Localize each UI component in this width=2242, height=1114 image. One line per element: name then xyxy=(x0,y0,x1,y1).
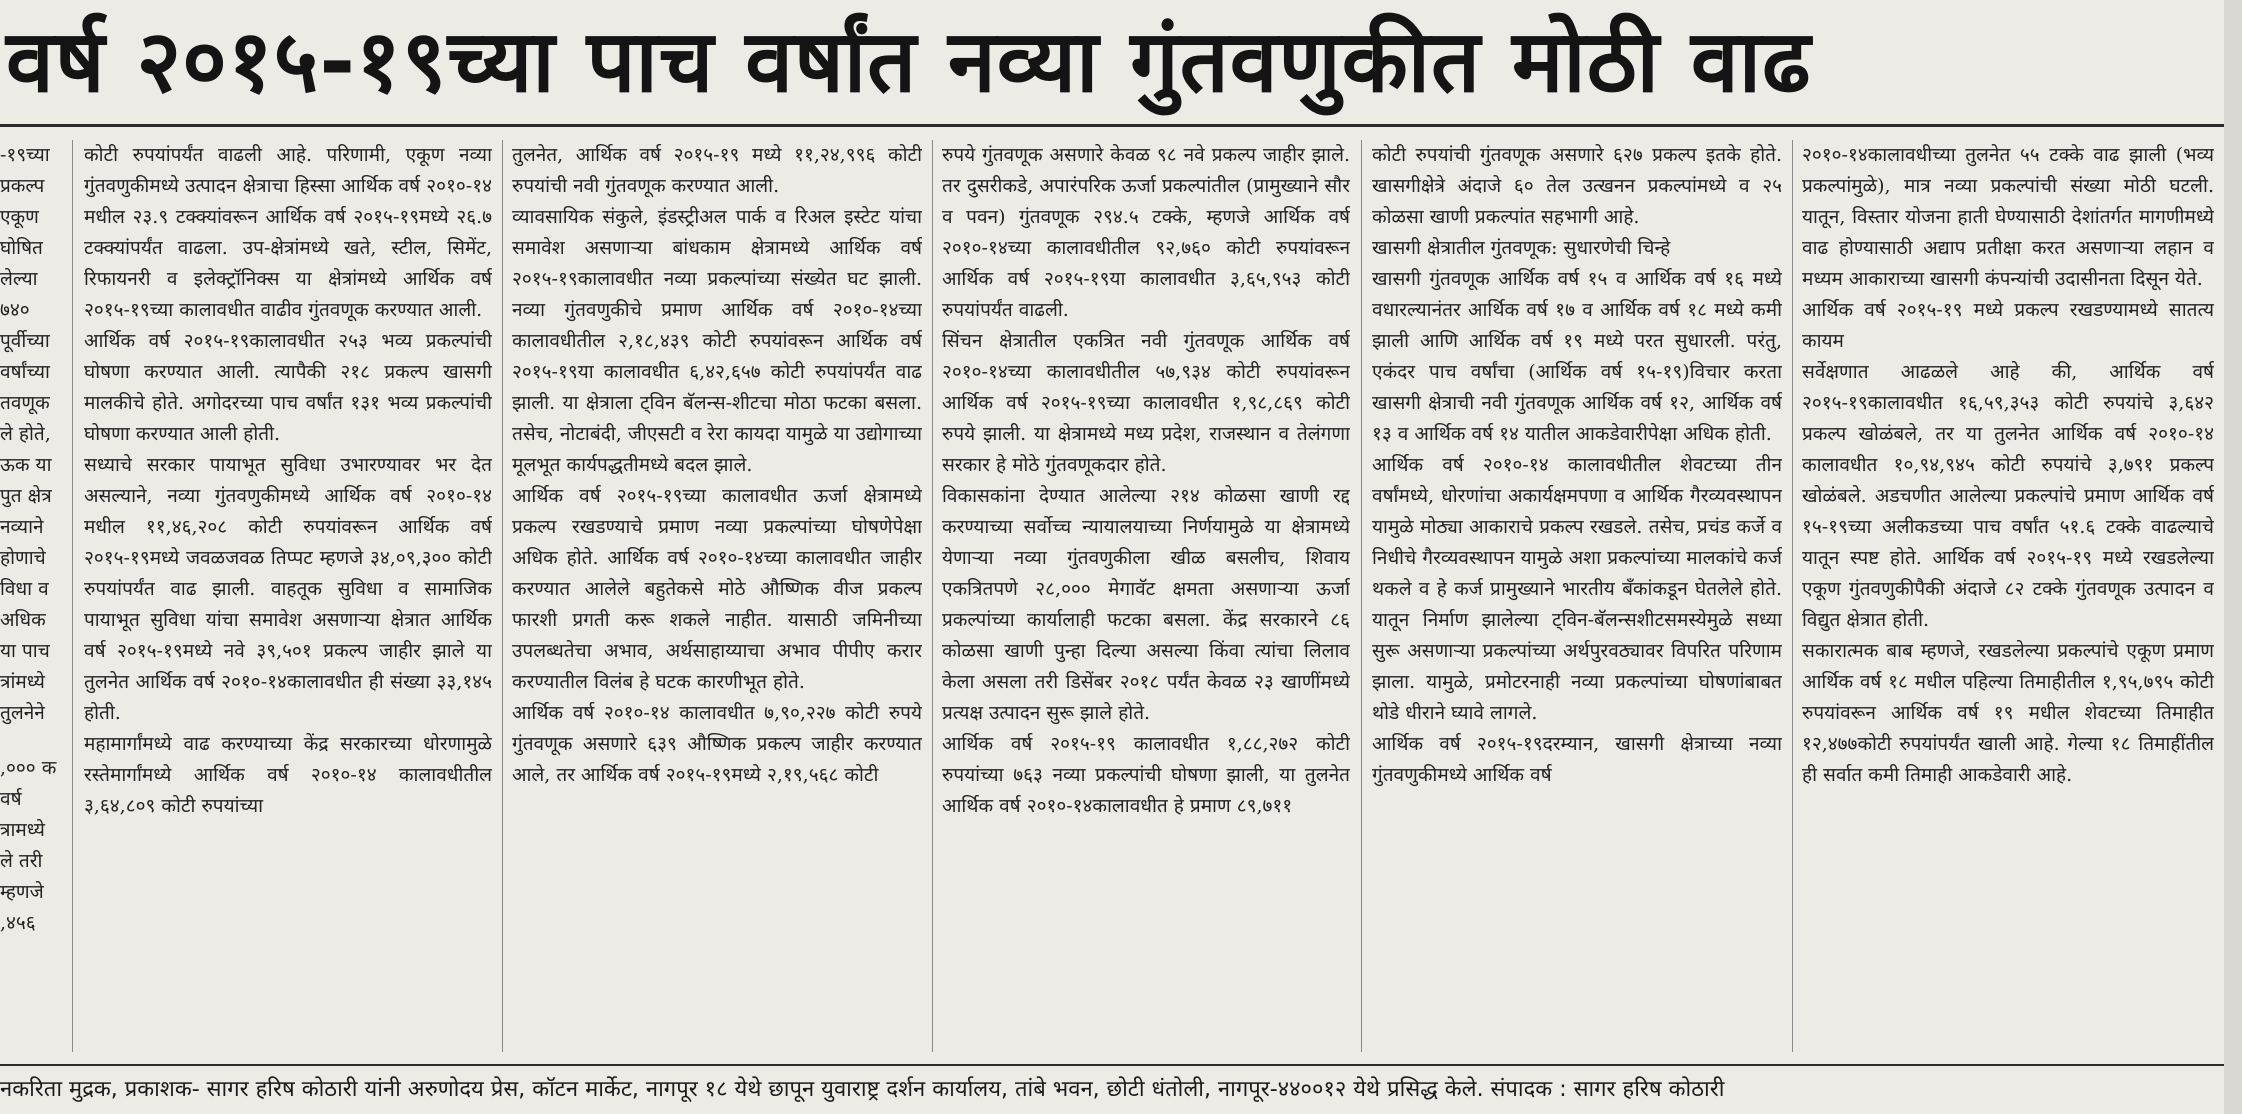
column-3-para-2: विकासकांना देण्यात आलेल्या २१४ कोळसा खाणी रद्द करण्याच्या सर्वोच्च न्यायालयाच्या निर्णयामुळे या क्षेत्रामध्ये येणाऱ्या नव्या गुंतवणुकीला खीळ बसलीच, शिवाय एकत्रितपणे २८,००० मेगावॅट क्षमता असणाऱ्या ऊर्जा प्रकल्पांच्या कार्यालाही फटका बसला. केंद्र सरकारने ८६ कोळसा खाणी पुन्हा दिल्या असल्या किंवा त्यांचा लिलाव केला असला तरी डिसेंबर २०१८ पर्यंत केवळ २३ खाणींमध्ये प्रत्यक्ष उत्पादन सुरू झाले होते. xyxy=(942,485,1350,724)
column-1-para-0: कोटी रुपयांपर्यंत वाढली आहे. परिणामी, एकूण नव्या गुंतवणुकीमध्ये उत्पादन क्षेत्राचा हिस्सा आर्थिक वर्ष २०१०-१४ मधील २३.९ टक्क्यांवरून आर्थिक वर्ष २०१५-१९मध्ये २६.७ टक्क्यांपर्यंत वाढला. उप-क्षेत्रांमध्ये खते, स्टील, सिमेंट, रिफायनरी व इलेक्ट्रॉनिक्स या क्षेत्रांमध्ये आर्थिक वर्ष २०१५-१९च्या कालावधीत वाढीव गुंतवणूक करण्यात आली. xyxy=(84,144,492,321)
column-divider xyxy=(1792,140,1793,1052)
column-5-para-0: २०१०-१४कालावधीच्या तुलनेत ५५ टक्के वाढ झाली (भव्य प्रकल्पांमुळे), मात्र नव्या प्रकल्पांची संख्या मोठी घटली. यातून, विस्तार योजना हाती घेण्यासाठी देशांतर्गत मागणीमध्ये वाढ होण्यासाठी अद्याप प्रतीक्षा करत असणाऱ्या लहान व मध्यम आकाराच्या खासगी कंपन्यांची उदासीनता दिसून येते. xyxy=(1802,144,2214,290)
column-divider xyxy=(502,140,503,1052)
column-5-para-3: सकारात्मक बाब म्हणजे, रखडलेल्या प्रकल्पांचे एकूण प्रमाण आर्थिक वर्ष १८ मधील पहिल्या तिमाहीतील १,९५,७९५ कोटी रुपयांवरून आर्थिक वर्ष १९ मधील शेवटच्या तिमाहीत १२,४७७कोटी रुपयांपर्यंत खाली आहे. गेल्या १८ तिमाहींतील ही सर्वात कमी तिमाही आकडेवारी आहे. xyxy=(1802,640,2214,786)
column-0-para-0: -१९च्या प्रकल्प एकूण घोषित लेल्या ७४० पूर्वीच्या वर्षांच्या तवणूक ले होते, ऊक या पुत क्षेत्र नव्याने होणाचे विधा व अधिक या पाच त्रांमध्ये तुलनेने xyxy=(0,144,52,724)
column-2-para-3: आर्थिक वर्ष २०१०-१४ कालावधीत ७,९०,२२७ कोटी रुपये गुंतवणूक असणारे ६३९ औष्णिक प्रकल्प जाहीर करण्यात आले, तर आर्थिक वर्ष २०१५-१९मध्ये २,१९,५६८ कोटी xyxy=(512,702,922,786)
article-column-0 xyxy=(0,140,62,1052)
column-1-para-3: महामार्गांमध्ये वाढ करण्याच्या केंद्र सरकारच्या धोरणामुळे रस्तेमार्गांमध्ये आर्थिक वर्ष २०१०-१४ कालावधीतील ३,६४,८०९ कोटी रुपयांच्या xyxy=(84,733,492,817)
page-headline: वर्ष २०१५-१९च्या पाच वर्षांत नव्या गुंतवणुकीत मोठी वाढ xyxy=(6,12,1812,112)
column-divider xyxy=(1361,140,1362,1052)
column-4-para-2: खासगी गुंतवणूक आर्थिक वर्ष १५ व आर्थिक वर्ष १६ मध्ये वधारल्यानंतर आर्थिक वर्ष १७ व आर्थिक वर्ष १८ मध्ये कमी झाली आणि आर्थिक वर्ष १९ मध्ये परत सुधारली. परंतु, एकंदर पाच वर्षांचा (आर्थिक वर्ष १५-१९)विचार करता खासगी क्षेत्राची नवी गुंतवणूक आर्थिक वर्ष १२, आर्थिक वर्ष १३ व आर्थिक वर्ष १४ यातील आकडेवारीपेक्षा अधिक होती. xyxy=(1372,268,1782,445)
column-2-para-1: व्यावसायिक संकुले, इंडस्ट्रीअल पार्क व रिअल इस्टेट यांचा समावेश असणाऱ्या बांधकाम क्षेत्रामध्ये आर्थिक वर्ष २०१५-१९कालावधीत नव्या प्रकल्पांच्या संख्येत घट झाली. नव्या गुंतवणुकीचे प्रमाण आर्थिक वर्ष २०१०-१४च्या कालावधीतील २,१८,४३९ कोटी रुपयांवरून आर्थिक वर्ष २०१५-१९या कालावधीत ६,४२,६५७ कोटी रुपयांपर्यंत वाढ झाली. या क्षेत्राला ट्विन बॅलन्स-शीटचा मोठा फटका बसला. तसेच, नोटाबंदी, जीएसटी व रेरा कायदा यामुळे या उद्योगाच्या मूलभूत कार्यपद्धतीमध्ये बदल झाले. xyxy=(512,206,922,476)
column-divider xyxy=(932,140,933,1052)
column-3-para-3: आर्थिक वर्ष २०१५-१९ कालावधीत १,८८,२७२ कोटी रुपयांच्या ७६३ नव्या प्रकल्पांची घोषणा झाली, या तुलनेत आर्थिक वर्ष २०१०-१४कालावधीत हे प्रमाण ८९,७११ xyxy=(942,733,1350,817)
column-0-para-1: ,००० क वर्ष त्रामध्ये ले तरी म्हणजे ,४५६ xyxy=(0,757,57,934)
column-4-para-0: कोटी रुपयांची गुंतवणूक असणारे ६२७ प्रकल्प इतके होते. खासगीक्षेत्रे अंदाजे ६० तेल उत्खनन प्रकल्पांमध्ये व २५ कोळसा खाणी प्रकल्पांत सहभागी आहे. xyxy=(1372,144,1782,228)
column-5-para-2: सर्वेक्षणात आढळले आहे की, आर्थिक वर्ष २०१५-१९कालावधीत १६,५९,३५३ कोटी रुपयांचे ३,६४२ प्रकल्प खोळंबले, तर या तुलनेत आर्थिक वर्ष २०१०-१४ कालावधीत १०,९४,९४५ कोटी रुपयांचे ३,७९१ प्रकल्प खोळंबले. अडचणीत आलेल्या प्रकल्पांचे प्रमाण आर्थिक वर्ष १५-१९च्या अलीकडच्या पाच वर्षांत ५१.६ टक्के वाढल्याचे यातून स्पष्ट होते. आर्थिक वर्ष २०१५-१९ मध्ये रखडलेल्या एकूण गुंतवणुकीपैकी अंदाजे ८२ टक्के गुंतवणूक उत्पादन व विद्युत क्षेत्रात होती. xyxy=(1802,361,2214,631)
column-3-para-1: सिंचन क्षेत्रातील एकत्रित नवी गुंतवणूक आर्थिक वर्ष २०१०-१४च्या कालावधीतील ५७,९३४ कोटी रुपयांवरून आर्थिक वर्ष २०१५-१९च्या कालावधीत १,९८,८६९ कोटी रुपये झाली. या क्षेत्रामध्ये मध्य प्रदेश, राजस्थान व तेलंगणा सरकार हे मोठे गुंतवणूकदार होते. xyxy=(942,330,1350,476)
article-column-3 xyxy=(942,140,1350,1052)
column-1-para-2: सध्याचे सरकार पायाभूत सुविधा उभारण्यावर भर देत असल्याने, नव्या गुंतवणुकीमध्ये आर्थिक वर्ष २०१०-१४ मधील ११,४६,२०८ कोटी रुपयांवरून आर्थिक वर्ष २०१५-१९मध्ये जवळजवळ तिप्पट म्हणजे ३४,०९,३०० कोटी रुपयांपर्यंत वाढ झाली. वाहतूक सुविधा व सामाजिक पायाभूत सुविधा यांचा समावेश असणाऱ्या क्षेत्रात आर्थिक वर्ष २०१५-१९मध्ये नवे ३९,५०१ प्रकल्प जाहीर झाले या तुलनेत आर्थिक वर्ष २०१०-१४कालावधीत ही संख्या ३३,१४५ होती. xyxy=(84,454,492,724)
page-edge xyxy=(2224,0,2242,1114)
article-column-2 xyxy=(512,140,922,1052)
column-4-para-3: आर्थिक वर्ष २०१०-१४ कालावधीतील शेवटच्या तीन वर्षांमध्ये, धोरणांचा अकार्यक्षमपणा व आर्थिक गैरव्यवस्थापन यामुळे मोठ्या आकाराचे प्रकल्प रखडले. तसेच, प्रचंड कर्जे व निधीचे गैरव्यवस्थापन यामुळे अशा प्रकल्पांच्या मालकांचे कर्ज थकले व हे कर्ज प्रामुख्याने भारतीय बँकांकडून घेतलेले होते. यातून निर्माण झालेल्या ट्विन-बॅलन्सशीटसमस्येमुळे सध्या सुरू असणाऱ्या प्रकल्पांच्या अर्थपुरवठ्यावर विपरित परिणाम झाला. यामुळे, प्रमोटरनाही नव्या प्रकल्पांच्या घोषणांबाबत थोडे धीराने घ्यावे लागले. xyxy=(1372,454,1782,724)
imprint-line: नकरिता मुद्रक, प्रकाशक- सागर हरिष कोठारी यांनी अरुणोदय प्रेस, कॉटन मार्केट, नागपूर १८ येथे छापून युवाराष्ट्र दर्शन कार्यालय, तांबे भवन, छोटी धंतोली, नागपूर-४४००१२ येथे प्रसिद्ध केले. संपादक : सागर हरिष कोठारी xyxy=(0,1077,1725,1102)
column-2-para-2: आर्थिक वर्ष २०१५-१९च्या कालावधीत ऊर्जा क्षेत्रामध्ये प्रकल्प रखडण्याचे प्रमाण नव्या प्रकल्पांच्या घोषणेपेक्षा अधिक होते. आर्थिक वर्ष २०१०-१४च्या कालावधीत जाहीर करण्यात आलेले बहुतेकसे मोठे औष्णिक वीज प्रकल्प फारशी प्रगती करू शकले नाहीत. यासाठी जमिनीच्या उपलब्धतेचा अभाव, अर्थसाहाय्याचा अभाव पीपीए करार करण्यातील विलंब हे घटक कारणीभूत होते. xyxy=(512,485,922,693)
article-column-1 xyxy=(84,140,492,1052)
article-column-4 xyxy=(1372,140,1782,1052)
column-5-subheading: आर्थिक वर्ष २०१५-१९ मध्ये प्रकल्प रखडण्यामध्ये सातत्य कायम xyxy=(1802,299,2214,352)
column-4-para-4: आर्थिक वर्ष २०१५-१९दरम्यान, खासगी क्षेत्राच्या नव्या गुंतवणुकीमध्ये आर्थिक वर्ष xyxy=(1372,733,1782,786)
column-divider xyxy=(72,140,73,1052)
column-3-para-0: रुपये गुंतवणूक असणारे केवळ ९८ नवे प्रकल्प जाहीर झाले. तर दुसरीकडे, अपारंपरिक ऊर्जा प्रकल्पांतील (प्रामुख्याने सौर व पवन) गुंतवणूक २९४.५ टक्के, म्हणजे आर्थिक वर्ष २०१०-१४च्या कालावधीतील ९२,७६० कोटी रुपयांवरून आर्थिक वर्ष २०१५-१९या कालावधीत ३,६५,९५३ कोटी रुपयांपर्यंत वाढली. xyxy=(942,144,1350,321)
column-2-para-0: तुलनेत, आर्थिक वर्ष २०१५-१९ मध्ये ११,२४,९९६ कोटी रुपयांची नवी गुंतवणूक करण्यात आली. xyxy=(512,144,922,197)
column-1-para-1: आर्थिक वर्ष २०१५-१९कालावधीत २५३ भव्य प्रकल्पांची घोषणा करण्यात आली. त्यापैकी २१८ प्रकल्प खासगी मालकीचे होते. अगोदरच्या पाच वर्षांत १३१ भव्य प्रकल्पांची घोषणा करण्यात आली होती. xyxy=(84,330,492,445)
headline-rule xyxy=(0,124,2242,127)
imprint-rule xyxy=(0,1064,2242,1066)
article-column-5 xyxy=(1802,140,2214,1052)
column-4-subheading: खासगी क्षेत्रातील गुंतवणूक: सुधारणेची चिन्हे xyxy=(1372,237,1671,259)
